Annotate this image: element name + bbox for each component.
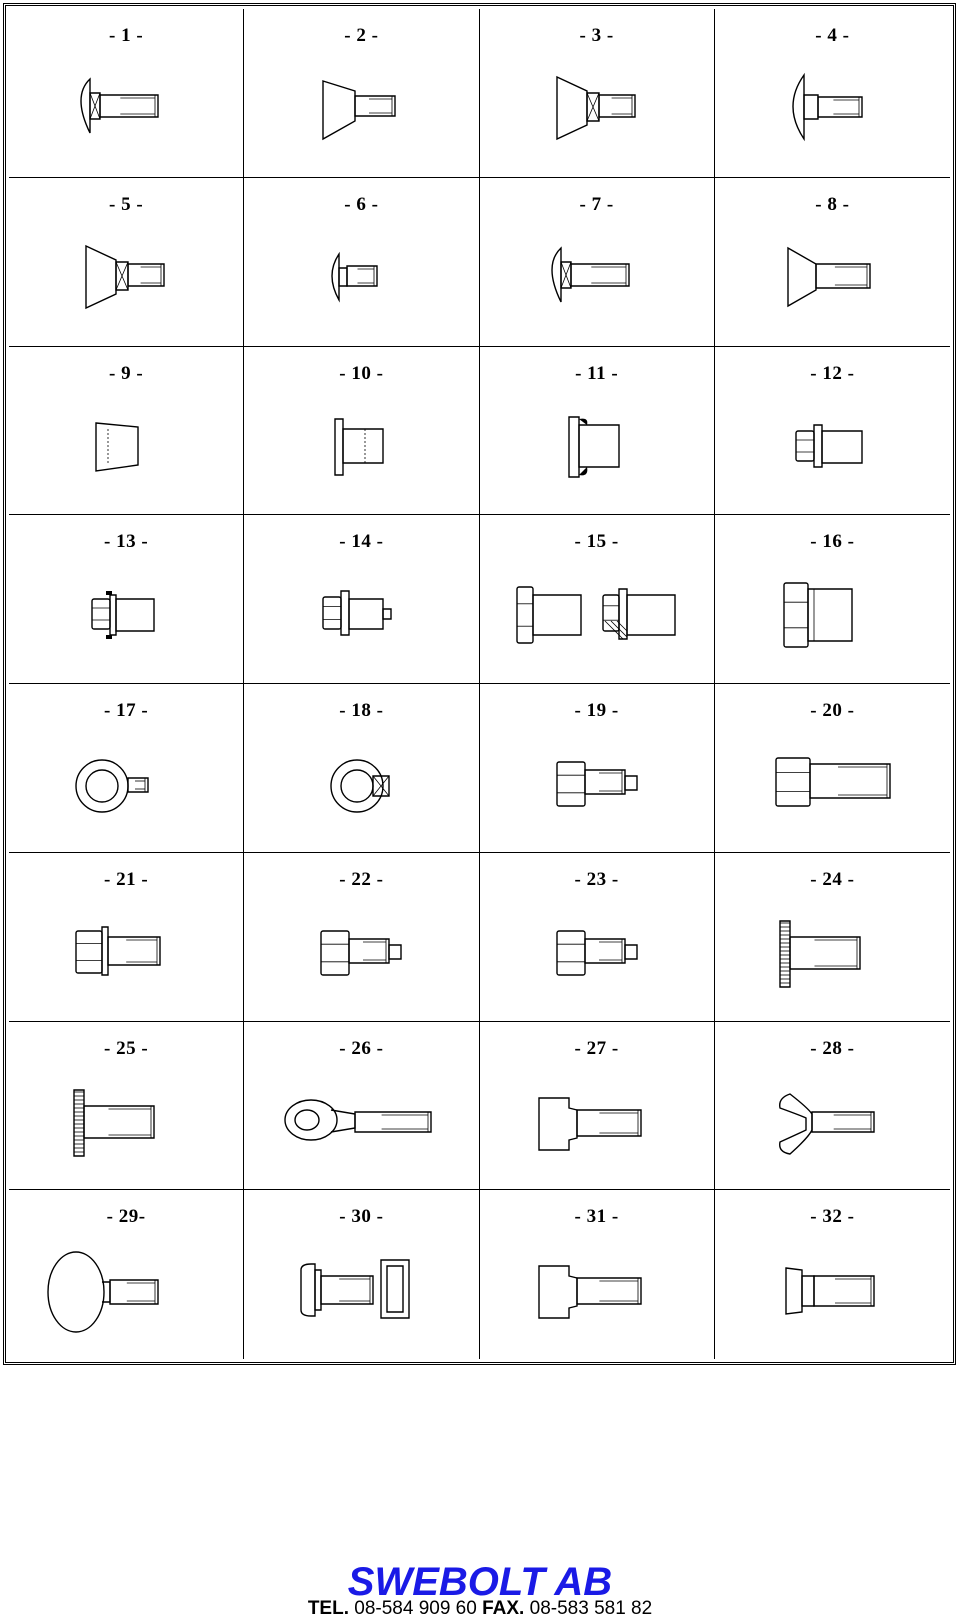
hammer-head-bolt-icon: [281, 1242, 441, 1342]
catalog-cell: [244, 347, 479, 516]
catalog-cell: [480, 684, 715, 853]
hex-bolt-dog-point-icon: [517, 905, 677, 1005]
item-number: - 22 -: [339, 868, 384, 890]
catalog-cell: [9, 1190, 244, 1359]
carriage-bolt-square-neck-icon: [517, 230, 677, 330]
item-number: - 15 -: [574, 531, 619, 553]
large-hex-plug-icon: [752, 567, 912, 667]
catalog-cell: [9, 1022, 244, 1191]
item-number: - 24 -: [810, 868, 855, 890]
oval-thumb-screw-icon: [46, 1242, 206, 1342]
item-number: - 13 -: [104, 531, 149, 553]
t-head-bolt-icon: [517, 1242, 677, 1342]
item-number: - 12 -: [810, 362, 855, 384]
item-number: - 4 -: [815, 25, 850, 46]
item-number: - 6 -: [344, 193, 379, 215]
slotted-head-bolt-icon: [752, 1242, 912, 1342]
catalog-cell: [244, 9, 479, 178]
catalog-cell: [480, 515, 715, 684]
knurled-thumb-screw-icon: [752, 905, 912, 1005]
item-number: - 3 -: [579, 25, 614, 46]
item-number: - 1 -: [109, 25, 144, 46]
item-number: - 26 -: [339, 1037, 384, 1059]
mushroom-head-bolt-icon: [752, 61, 912, 161]
catalog-cell: [9, 347, 244, 516]
eye-nut-icon: [281, 736, 441, 836]
item-number: - 2 -: [344, 25, 379, 46]
countersunk-nib-bolt-icon: [281, 61, 441, 161]
item-number: - 23 -: [574, 868, 619, 890]
catalog-cell: [480, 347, 715, 516]
catalog-cell: [715, 684, 950, 853]
item-number: - 16 -: [810, 531, 855, 553]
item-number: - 7 -: [579, 193, 614, 215]
contact-line: [0, 1598, 960, 1620]
item-number: - 10 -: [339, 362, 384, 384]
catalog-cell: [244, 178, 479, 347]
item-number: - 8 -: [815, 193, 850, 215]
eye-bolt-icon: [46, 736, 206, 836]
knurled-thumb-screw-icon: [46, 1074, 206, 1174]
fax-label: FAX.: [482, 1598, 525, 1619]
item-number: - 31 -: [574, 1206, 619, 1228]
item-number: - 29-: [106, 1206, 146, 1228]
catalog-cell: [480, 178, 715, 347]
hex-plug-pair-icon: [517, 567, 677, 667]
wing-screw-icon: [752, 1074, 912, 1174]
company-name: SWEBOLT AB: [347, 1560, 613, 1604]
catalog-cell: [480, 1022, 715, 1191]
hex-plug-icon: [752, 399, 912, 499]
catalog-cell: [715, 347, 950, 516]
catalog-cell: [244, 1190, 479, 1359]
item-number: - 17 -: [104, 700, 149, 721]
t-head-bolt-icon: [517, 1074, 677, 1174]
catalog-cell: [715, 9, 950, 178]
carriage-bolt-square-neck-icon: [46, 61, 206, 161]
item-number: - 9 -: [109, 362, 144, 384]
tel-number: 08-584 909 60: [354, 1598, 477, 1619]
catalog-cell: [244, 684, 479, 853]
item-number: - 21 -: [104, 868, 149, 890]
countersunk-square-neck-bolt-icon: [517, 61, 677, 161]
hex-bolt-dog-point-icon: [281, 905, 441, 1005]
catalog-cell: [715, 515, 950, 684]
hex-plug-pin-icon: [281, 567, 441, 667]
hex-flange-bolt-icon: [46, 905, 206, 1005]
item-number: - 5 -: [109, 193, 144, 215]
item-number: - 32 -: [810, 1206, 855, 1228]
item-number: - 14 -: [339, 531, 384, 553]
item-number: - 11 -: [575, 362, 619, 384]
catalog-cell: [9, 515, 244, 684]
catalog-cell: [244, 1022, 479, 1191]
catalog-cell: [715, 1190, 950, 1359]
fax-number: 08-583 581 82: [529, 1598, 653, 1619]
countersunk-square-neck-bolt-icon: [46, 230, 206, 330]
catalog-cell: [715, 853, 950, 1022]
countersunk-bolt-icon: [752, 230, 912, 330]
catalog-cell: [480, 1190, 715, 1359]
conical-plug-icon: [46, 399, 206, 499]
item-number: - 27 -: [574, 1037, 619, 1059]
hex-plug-seal-icon: [46, 567, 206, 667]
tel-label: TEL.: [307, 1598, 349, 1619]
catalog-cell: [244, 853, 479, 1022]
parts-catalog-sheet: [3, 3, 956, 1365]
catalog-cell: [715, 178, 950, 347]
item-number: - 25 -: [104, 1037, 149, 1059]
parts-grid: [9, 9, 950, 1359]
catalog-cell: [480, 9, 715, 178]
catalog-cell: [9, 853, 244, 1022]
item-number: - 19 -: [574, 700, 619, 721]
item-number: - 20 -: [810, 700, 855, 721]
sealed-flanged-plug-icon: [517, 399, 677, 499]
hex-bolt-dog-point-icon: [517, 736, 677, 836]
catalog-cell: [244, 515, 479, 684]
eye-bolt-long-icon: [281, 1074, 441, 1174]
flanged-plug-icon: [281, 399, 441, 499]
catalog-cell: [715, 1022, 950, 1191]
item-number: - 18 -: [339, 700, 384, 721]
hex-bolt-icon: [752, 736, 912, 836]
catalog-cell: [480, 853, 715, 1022]
catalog-cell: [9, 178, 244, 347]
item-number: - 28 -: [810, 1037, 855, 1059]
item-number: - 30 -: [339, 1206, 384, 1228]
round-head-nib-bolt-icon: [281, 230, 441, 330]
catalog-cell: [9, 9, 244, 178]
catalog-cell: [9, 684, 244, 853]
